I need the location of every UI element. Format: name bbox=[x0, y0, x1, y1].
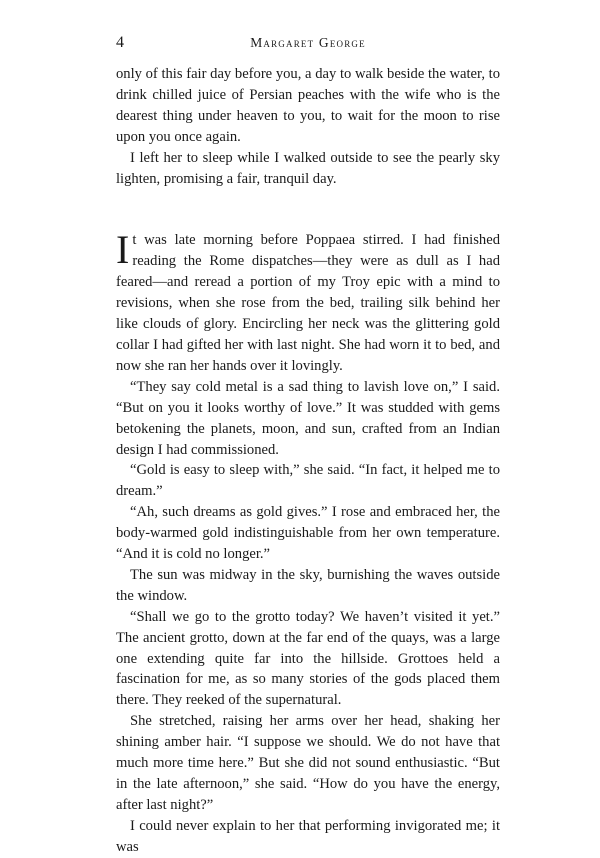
paragraph: I left her to sleep while I walked outside to see the pearly sky lighten, promising a fair, tranquil day. bbox=[116, 149, 500, 187]
paragraph: “Shall we go to the grotto today? We haven’t visited it yet.” The ancient grotto, down at the far end of the quays, was a large one extending quite far into the hillside. Grottoes held a fascination for me, as so many stories of the gods placed them there. They reeked of the supernatural. bbox=[116, 608, 500, 709]
section-break bbox=[116, 189, 500, 230]
body-text bbox=[116, 64, 500, 858]
paragraph: The sun was midway in the sky, burnishing the waves outside the window. bbox=[116, 566, 500, 604]
paragraph: She stretched, raising her arms over her head, shaking her shining amber hair. “I suppose we should. We do not have that much more time here.” But she did not sound enthusiastic. “But in the late afternoon,” she said. “How do you have the energy, after last night?” bbox=[116, 713, 500, 813]
paragraph: “Ah, such dreams as gold gives.” I rose and embraced her, the body-warmed gold indistinguishable from her own temperature. “And it is cold no longer.” bbox=[116, 504, 500, 563]
chapter-opening-paragraph bbox=[116, 227, 500, 376]
drop-cap: I bbox=[116, 227, 130, 273]
chapter-opening-text: t was late morning before Poppaea stirred. I had finished reading the Rome dispatches—they were as dull as I had feared—and reread a portion of my Troy epic with a mind to revisions, when she rose from the bed, trailing silk behind her like clouds of glory. Encircling her neck was the glittering gold collar I had gifted her with last night. She had worn it to bed, and now she ran her hands over it lovingly. bbox=[116, 232, 500, 374]
running-head: Margaret George bbox=[250, 35, 366, 50]
paragraph: I could never explain to her that performing invigorated me; it was bbox=[116, 817, 500, 855]
paragraph: “Gold is easy to sleep with,” she said. “In fact, it helped me to dream.” bbox=[116, 462, 500, 500]
paragraph: only of this fair day before you, a day to walk beside the water, to drink chilled juice of Persian peaches with the wife who is the dearest thing under heaven to you, to wait for the moon to rise upon you once again. bbox=[116, 66, 500, 145]
paragraph: “They say cold metal is a sad thing to lavish love on,” I said. “But on you it looks worthy of love.” It was studded with gems betokening the planets, moon, and sun, crafted from an Indian design I had commissioned. bbox=[116, 378, 500, 458]
page-header bbox=[116, 34, 500, 54]
page-number: 4 bbox=[116, 34, 124, 51]
